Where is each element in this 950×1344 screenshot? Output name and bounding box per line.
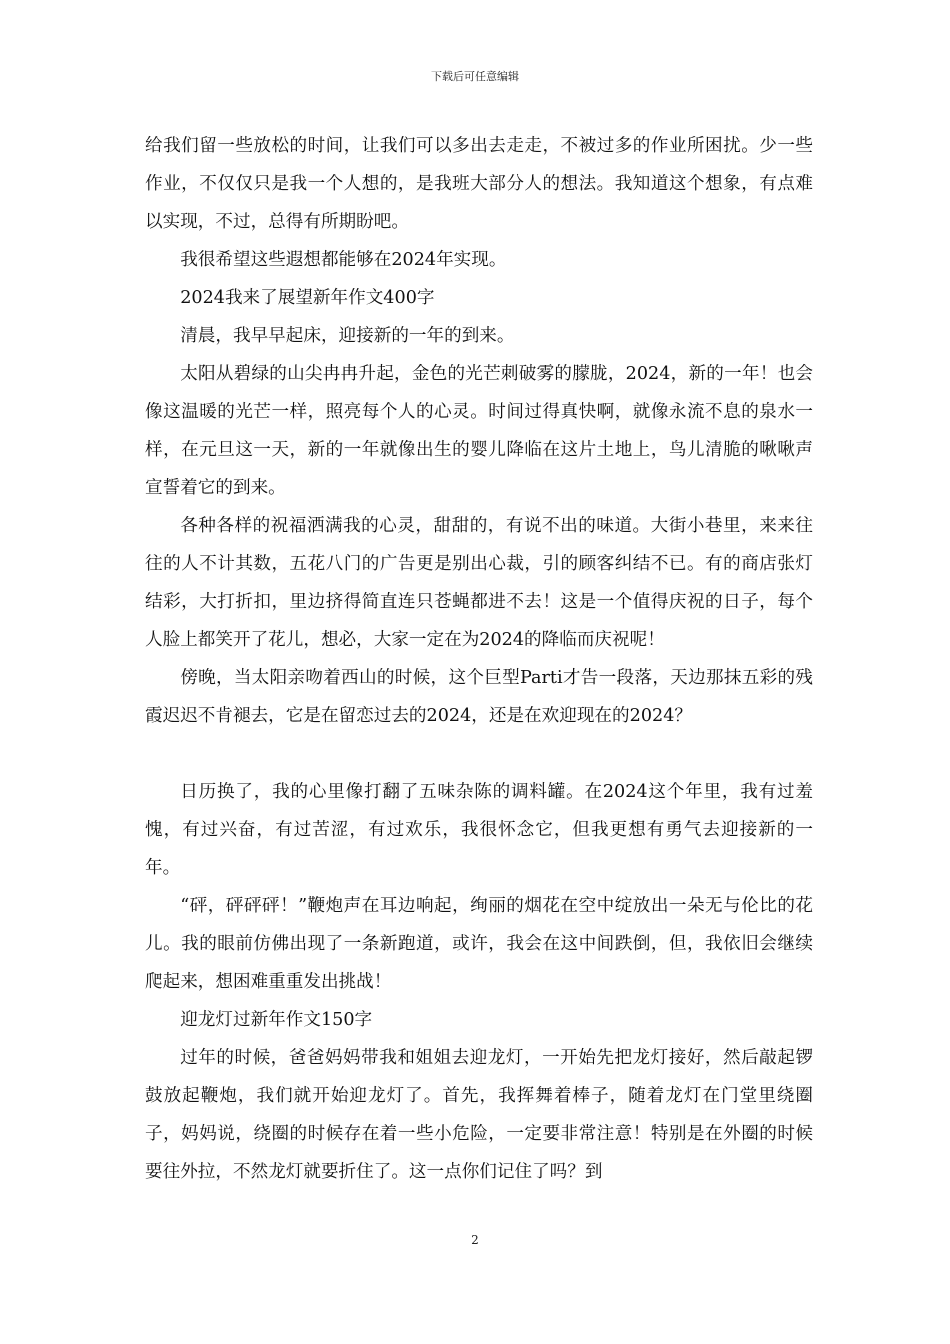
paragraph: 太阳从碧绿的山尖冉冉升起，金色的光芒刺破雾的朦胧，2024，新的一年！也会像这温暖的光芒一样，照亮每个人的心灵。时间过得真快啊，就像永流不息的泉水一样，在元旦这一天，新的一年就像出生的婴儿降临在这片土地上，鸟儿清脆的啾啾声宣誓着它的到来。 [145,364,813,498]
paragraph: 清晨，我早早起床，迎接新的一年的到来。 [180,326,515,346]
paragraph: 过年的时候，爸爸妈妈带我和姐姐去迎龙灯，一开始先把龙灯接好，然后敲起锣鼓放起鞭炮，我们就开始迎龙灯了。首先，我挥舞着棒子，随着龙灯在门堂里绕圈子，妈妈说，绕圈的时候存在着一些小危险，一定要非常注意！特别是在外圈的时候要往外拉，不然龙灯就要折住了。这一点你们记住了吗？到 [145,1048,813,1182]
paragraph: 傍晚，当太阳亲吻着西山的时候，这个巨型Parti才告一段落，天边那抹五彩的残霞迟迟不肯褪去，它是在留恋过去的2024，还是在欢迎现在的2024？ [145,668,813,726]
paragraph-continued: 给我们留一些放松的时间，让我们可以多出去走走，不被过多的作业所困扰。少一些作业，不仅仅只是我一个人想的，是我班大部分人的想法。我知道这个想象，有点难以实现，不过，总得有所期盼吧。 [145,136,813,232]
page-number: 2 [471,1233,479,1247]
paragraph: 日历换了，我的心里像打翻了五味杂陈的调料罐。在2024这个年里，我有过羞愧，有过兴奋，有过苦涩，有过欢乐，我很怀念它，但我更想有勇气去迎接新的一年。 [145,782,813,878]
essay-title: 迎龙灯过新年作文150字 [180,1010,373,1030]
paragraph: 各种各样的祝福洒满我的心灵，甜甜的，有说不出的味道。大街小巷里，来来往往的人不计其数，五花八门的广告更是别出心裁，引的顾客纠结不已。有的商店张灯结彩，大打折扣，里边挤得简直连只苍蝇都进不去！这是一个值得庆祝的日子，每个人脸上都笑开了花儿，想必，大家一定在为2024的降临而庆祝呢！ [145,516,813,650]
blank-line [145,735,813,773]
paragraph: 我很希望这些遐想都能够在2024年实现。 [180,250,507,270]
document-body [145,127,813,1191]
page-header: 下载后可任意编辑 [431,70,519,83]
paragraph: “砰，砰砰砰！”鞭炮声在耳边响起，绚丽的烟花在空中绽放出一朵无与伦比的花儿。我的眼前仿佛出现了一条新跑道，或许，我会在这中间跌倒，但，我依旧会继续爬起来，想困难重重发出挑战！ [145,896,813,992]
essay-title: 2024我来了展望新年作文400字 [180,288,435,308]
